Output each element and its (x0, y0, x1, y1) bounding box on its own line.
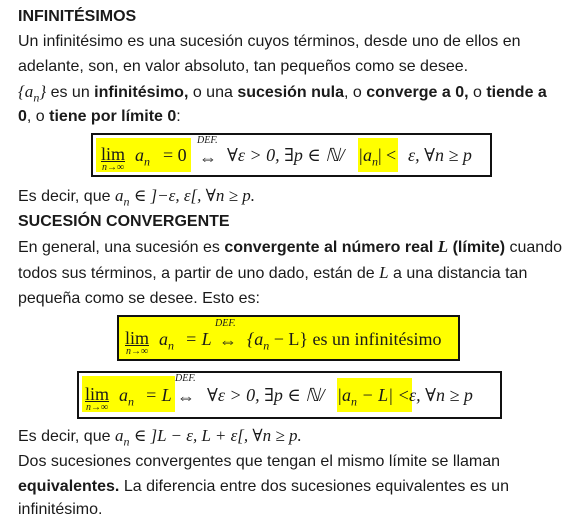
sequence-term: $a_n$ (135, 145, 150, 169)
limit-operator: lim (85, 384, 110, 404)
paragraph-line: 0, o tiene por límite 0: (18, 108, 181, 125)
paragraph-line: En general, una sucesión es convergente al número real L (límite) cuando (18, 237, 562, 256)
paragraph-line: Un infinitésimo es una sucesión cuyos términos, desde uno de ellos en (18, 33, 521, 50)
definition-box-convergence-infinitesimal: lim n→∞ $a_n$ = L DEF. ⇔ $\{a_n - L\}$ es un infinitésimo (117, 315, 460, 361)
paragraph-line: infinitésimo. (18, 501, 103, 518)
paragraph-line: Es decir, que $a_n$ ∈ ]−ε, ε[, ∀n ≥ p. (18, 186, 255, 209)
equals-limit: = L (145, 385, 172, 405)
paragraph-line: todos sus términos, a partir de uno dado, están de L a una distancia tan (18, 263, 528, 282)
equals-zero: = 0 (163, 145, 187, 165)
paragraph-line: Es decir, que $a_n$ ∈ ]L − ε, L + ε[, ∀n ≥ p. (18, 426, 302, 449)
section-heading-convergente: SUCESIÓN CONVERGENTE (18, 213, 230, 230)
def-label: DEF. (215, 318, 236, 329)
paragraph-line: adelante, son, en valor absoluto, tan pequeños como se desee. (18, 58, 469, 75)
highlighted-condition: $|a_n|$ < (358, 138, 398, 172)
condition-tail: ε, ∀n ≥ p (409, 385, 473, 405)
paragraph-line: equivalentes. La diferencia entre dos sucesiones equivalentes es un (18, 478, 509, 495)
paragraph-line: $\{a_n\}$ es un infinitésimo, o una sucesión nula, o converge a 0, o tiende a (18, 82, 547, 105)
iff-arrow: ⇔ (177, 387, 195, 407)
limit-operator: lim (101, 144, 126, 164)
section-heading-infinitesimos: INFINITÉSIMOS (18, 8, 137, 25)
highlighted-condition: $|a_n - L|$ < (337, 378, 412, 412)
definition-box-convergence: lim n→∞ $a_n$ = L DEF. ⇔ ∀ε > 0, ∃p ∈ ℕ/ $|a_n - L|$ < ε, ∀n ≥ p (77, 371, 502, 419)
def-label: DEF. (175, 373, 196, 384)
iff-arrow: ⇔ (219, 331, 237, 351)
iff-arrow: ⇔ (199, 148, 217, 168)
definition-box-infinitesimal: lim n→∞ $a_n$ = 0 DEF. ⇔ ∀ε > 0, ∃p ∈ ℕ/ $|a_n|$ < ε, ∀n ≥ p (91, 133, 492, 177)
condition-text: ∀ε > 0, ∃p ∈ ℕ/ (227, 145, 345, 165)
equals-limit: = L (185, 329, 212, 349)
limit-operator: lim (125, 328, 150, 348)
def-label: DEF. (197, 135, 218, 146)
paragraph-line: pequeña como se desee. Esto es: (18, 290, 260, 307)
condition-text: ∀ε > 0, ∃p ∈ ℕ/ (207, 385, 325, 405)
condition-tail: ε, ∀n ≥ p (408, 145, 472, 165)
sequence-term: $a_n$ (159, 329, 174, 353)
paragraph-line: Dos sucesiones convergentes que tengan el mismo límite se llaman (18, 453, 501, 470)
sequence-term: $a_n$ (119, 385, 134, 409)
infinitesimal-statement: $\{a_n - L\}$ es un infinitésimo (247, 329, 442, 353)
